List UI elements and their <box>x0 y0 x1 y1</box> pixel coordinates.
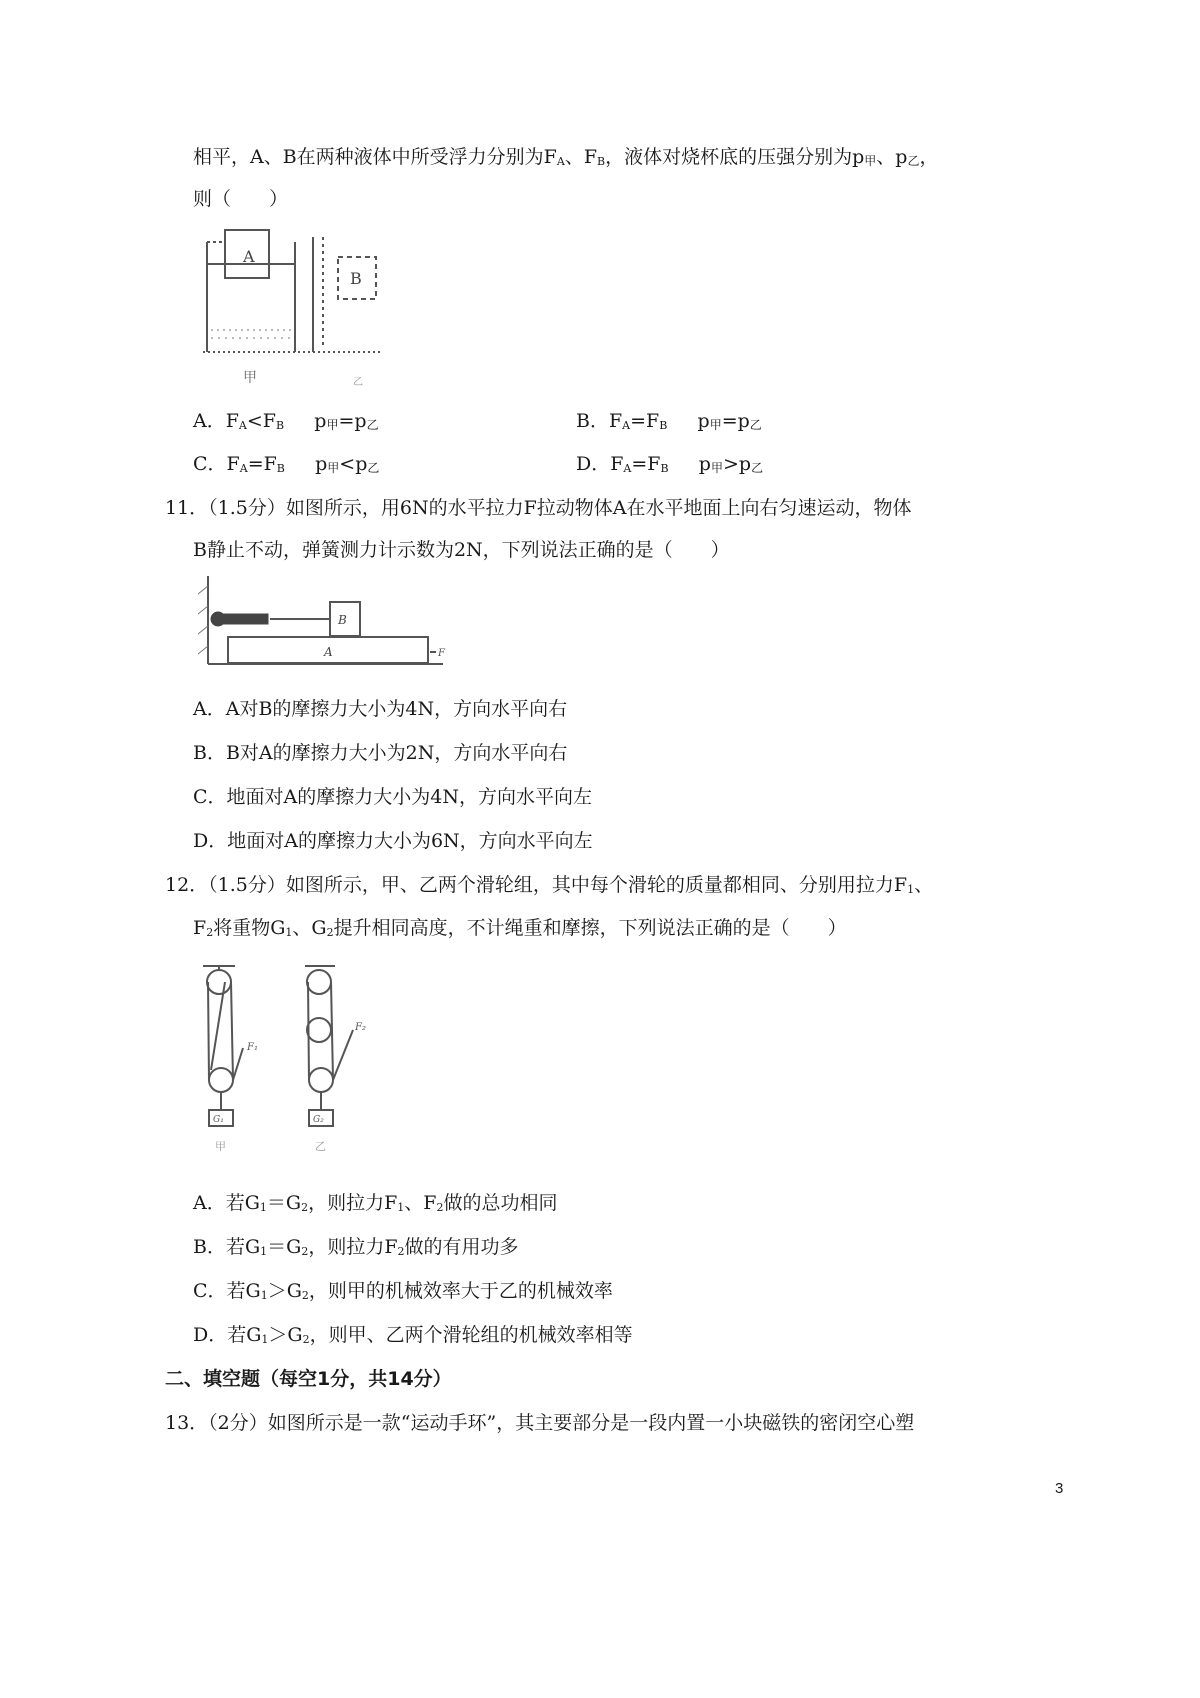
q12-option-c: C．若$G_1>G_2$，则甲的机械效率大于乙的机械效率 <box>193 1280 613 1302</box>
label-f: F <box>438 648 445 659</box>
q10-option-a: A．$F_A<F_B$ $p_甲=p_乙$ <box>193 410 379 432</box>
q11-option-d: D．地面对A的摩擦力大小为6N，方向水平向左 <box>193 830 593 852</box>
q12-line2: $F_2$将重物$G_1$、$G_2$提升相同高度，不计绳重和摩擦，下列说法正确的是（ ） <box>193 917 847 939</box>
spring-scale-body <box>223 614 268 624</box>
section-title-fill-in: 二、填空题（每空1分，共14分） <box>165 1368 452 1390</box>
movable-pulley-yi <box>309 1068 333 1092</box>
q11-line1: 11．（1.5分）如图所示，用6N的水平拉力F拉动物体A在水平地面上向右匀速运动，物体 <box>165 497 912 519</box>
movable-pulley-jia <box>209 1068 233 1092</box>
caption-jia: 甲 <box>243 370 257 386</box>
q11-option-b: B．B对A的摩擦力大小为2N，方向水平向右 <box>193 742 568 764</box>
q11-option-c: C．地面对A的摩擦力大小为4N，方向水平向左 <box>193 786 592 808</box>
label-b: B <box>338 613 347 627</box>
label-f1: F₁ <box>247 1042 258 1053</box>
q10-option-d: D．$F_A=F_B$ $p_甲>p_乙$ <box>576 453 764 475</box>
q12-option-b: B．若$G_1=G_2$，则拉力$F_2$做的有用功多 <box>193 1236 519 1258</box>
q11-spring-scale-figure <box>198 574 448 669</box>
label-g2: G₂ <box>313 1115 324 1125</box>
caption-jia: 甲 <box>215 1140 226 1153</box>
label-f2: F₂ <box>355 1022 366 1033</box>
label-a: A <box>324 645 333 659</box>
label-a: A <box>243 247 255 266</box>
label-g1: G₁ <box>213 1115 224 1125</box>
q13-line1: 13．（2分）如图所示是一款“运动手环”，其主要部分是一段内置一小块磁铁的密闭空心塑 <box>165 1412 915 1434</box>
q10-line2: 则（ ） <box>193 188 289 210</box>
q10-option-c: C．$F_A=F_B$ $p_甲<p_乙$ <box>193 453 380 475</box>
q10-option-b: B．$F_A=F_B$ $p_甲=p_乙$ <box>576 410 762 432</box>
q10-buoyancy-figure <box>195 222 395 397</box>
fixed-pulley-yi-2 <box>307 1018 331 1042</box>
q11-line2: B静止不动，弹簧测力计示数为2N，下列说法正确的是（ ） <box>193 539 730 561</box>
caption-yi: 乙 <box>353 377 363 388</box>
q10-line1: 相平，A、B在两种液体中所受浮力分别为$F_A$、$F_B$，液体对烧杯底的压强分别为$p_甲$、$p_乙$， <box>193 146 939 168</box>
q12-option-a: A．若$G_1=G_2$，则拉力$F_1$、$F_2$做的总功相同 <box>193 1192 558 1214</box>
label-b: B <box>350 269 362 288</box>
q12-pulley-figure <box>195 960 385 1170</box>
page-number: 3 <box>1055 1480 1064 1497</box>
fixed-pulley-yi <box>307 970 331 994</box>
caption-yi: 乙 <box>315 1140 326 1153</box>
q12-line1: 12．（1.5分）如图所示，甲、乙两个滑轮组，其中每个滑轮的质量都相同、分别用拉力$F_1$、 <box>165 874 934 896</box>
fixed-pulley-jia <box>207 970 231 994</box>
q11-option-a: A．A对B的摩擦力大小为4N，方向水平向右 <box>193 698 568 720</box>
q12-option-d: D．若$G_1>G_2$，则甲、乙两个滑轮组的机械效率相等 <box>193 1324 633 1346</box>
